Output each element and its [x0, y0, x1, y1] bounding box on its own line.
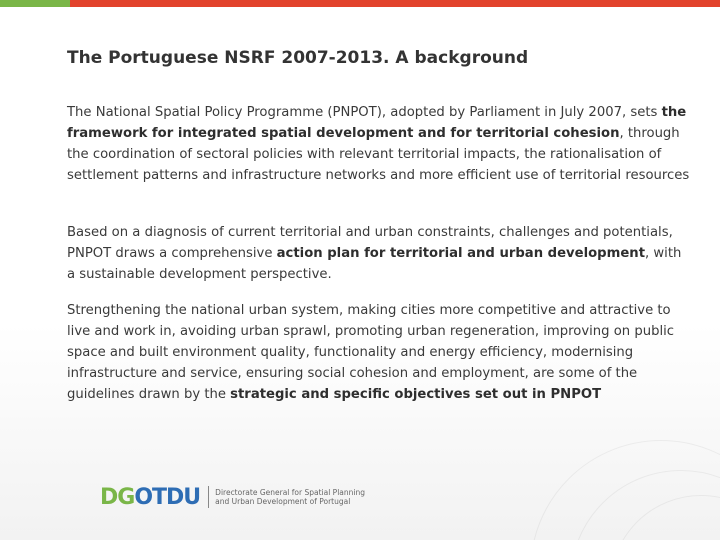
corner-decoration [490, 420, 720, 540]
top-bar-green-segment [0, 0, 70, 7]
paragraph-action-plan [67, 222, 692, 285]
logo-caption-line1: Directorate General for Spatial Planning [215, 488, 365, 497]
logo-caption [215, 488, 365, 506]
paragraph-guidelines [67, 300, 692, 405]
paragraph-text: The National Spatial Policy Programme (PNPOT), adopted by Parliament in July 2007, sets [67, 105, 662, 120]
paragraph-emphasis: action plan for territorial and urban development [276, 246, 645, 261]
top-bar-red-segment [70, 0, 720, 7]
dgotdu-logo [100, 484, 365, 510]
logo-mark-dg: DG [100, 484, 135, 510]
slide-title: The Portuguese NSRF 2007-2013. A background [67, 48, 529, 68]
top-accent-bar [0, 0, 720, 7]
logo-divider [208, 486, 209, 508]
paragraph-emphasis: strategic and specific objectives set out in PNPOT [230, 387, 602, 402]
logo-mark [100, 485, 200, 510]
logo-caption-line2: and Urban Development of Portugal [215, 497, 351, 506]
paragraph-text: Strengthening the national urban system, making cities more competitive and attractive to live and work in, avoiding urban sprawl, promoting urban regeneration, improving on public space and built environment quality, functionality and energy efficiency, modernising infrastructure and service, ensuring social cohesion and employment, are some of the guidelines drawn by the [67, 303, 675, 402]
logo-mark-otdu: OTDU [134, 484, 201, 510]
paragraph-text: , with a sustainable development perspective. [67, 246, 682, 282]
paragraph-emphasis: the framework for integrated spatial development and for territorial cohesion [67, 105, 687, 141]
paragraph-pnpot-framework [67, 102, 692, 186]
paragraph-text: Based on a diagnosis of current territorial and urban constraints, challenges and potentials, PNPOT draws a comprehensive [67, 225, 673, 261]
paragraph-text: , through the coordination of sectoral policies with relevant territorial impacts, the rationalisation of settlement patterns and infrastructure networks and more efficient use of territorial resources [67, 126, 690, 183]
